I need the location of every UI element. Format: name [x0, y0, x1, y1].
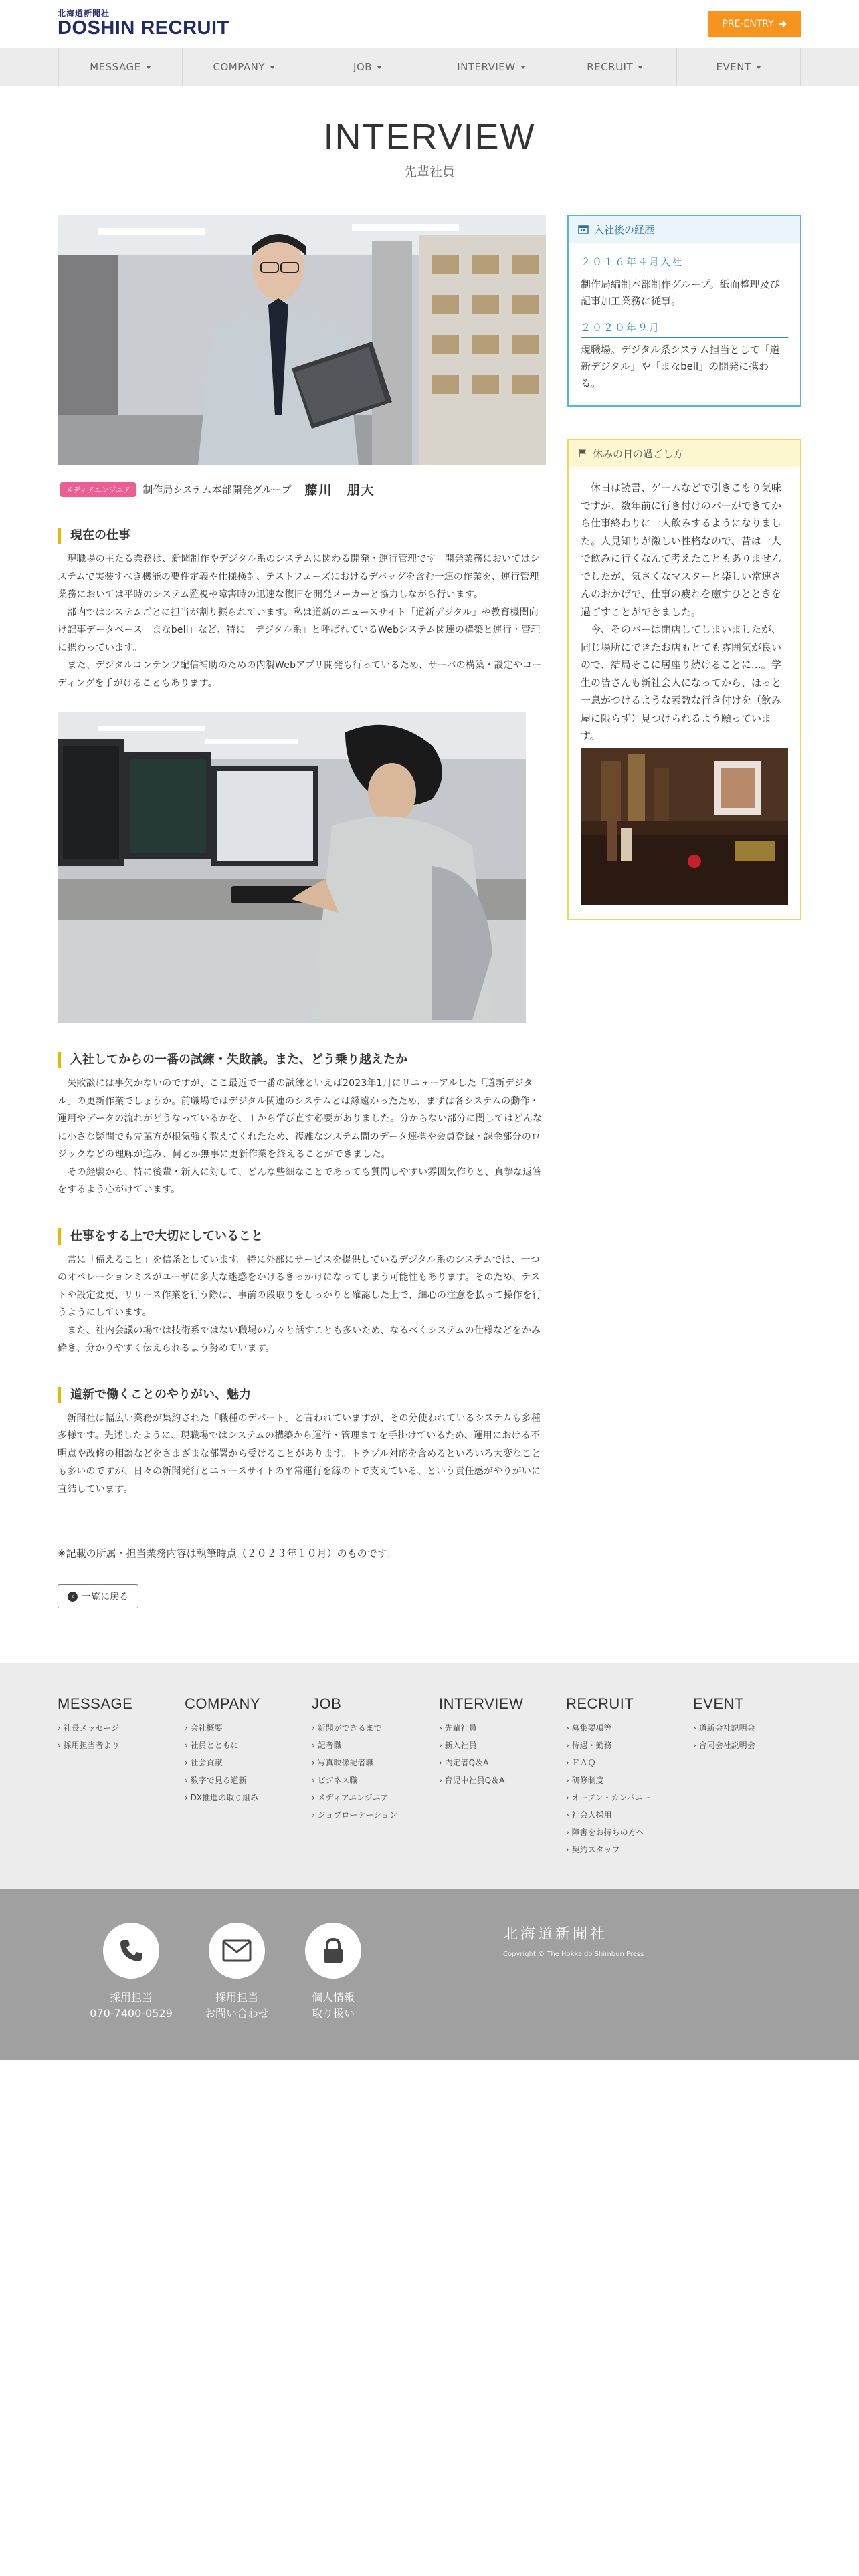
site-header: [0, 0, 859, 86]
footer-link[interactable]: › 数字で見る道新: [185, 1772, 260, 1789]
site-logo[interactable]: [58, 9, 229, 38]
career-box-body: [569, 243, 800, 405]
footer-col-interview: [439, 1695, 523, 1789]
section-body: 現職場の主たる業務は、新聞制作やデジタル系のシステムに関わる開発・運行管理です。開発業務においてはシステムで実装すべき機能の要件定義や仕様検討、テストフェーズにおけるデバッグを含む一連の作業を、運行管理業務においては平時のシステム監視や障害時の迅速な復旧を開発メーカーと協力しながら行います。 部内ではシステムごとに担当が割り振られています。私は道新のニュースサイト「道新デジタル」や教育機関向け記事データベース「まなbell」など、特に「デジタル系」と呼ばれているWebシステム関連の構築と運行・管理に携わっています。 また、デジタルコンテンツ配信補助のための内製Webアプリ開発も行っているため、サーバの構築・設定やコーディングを手がけることもあります。: [58, 554, 542, 689]
caret-down-icon: [520, 66, 526, 69]
caret-down-icon: [638, 66, 643, 69]
career-heading: 入社後の経歴: [594, 223, 655, 236]
footer-contact: [0, 1889, 859, 2060]
disclaimer-note: ※記載の所属・担当業務内容は執筆時点（２０２３年１０月）のものです。: [58, 1547, 397, 1560]
section-body: 常に「備えること」を信条としています。特に外部にサービスを提供しているデジタル系のシステムでは、一つのオペレーションミスがユーザに多大な迷惑をかけるきっかけになってしまう可能性もあります。そのため、テストや設定変更、リリース作業を行う際は、事前の段取りをしっかりと確認した上で、細心の注意を払って操作を行うようにしています。 また、社内会議の場では技術系ではない職場の方々と話すことも多いため、なるべくシステムの仕様などをかみ砕き、分かりやすく伝えられるよう努めています。: [58, 1254, 542, 1354]
back-to-list-button[interactable]: [58, 1584, 138, 1608]
footer-link[interactable]: › 採用担当者より: [58, 1737, 132, 1754]
caret-down-icon: [377, 66, 382, 69]
nav-item-job[interactable]: [306, 48, 430, 86]
holiday-box: [567, 439, 801, 920]
holiday-heading: 休みの日の過ごし方: [593, 447, 684, 460]
copyright: Copyright © The Hokkaido Shimbun Press: [503, 1951, 644, 1958]
nav-item-message[interactable]: [58, 48, 182, 86]
caret-down-icon: [756, 66, 761, 69]
contact-line2: 070-7400-0529: [90, 2007, 173, 2020]
page-subtitle: 先輩社員: [403, 165, 455, 179]
privacy-label: [286, 1990, 380, 2022]
content-wrap: [0, 180, 859, 1663]
footer-link[interactable]: › 契約スタッフ: [566, 1841, 651, 1858]
footer-col-title: MESSAGE: [58, 1695, 133, 1712]
nav-label: EVENT: [716, 61, 751, 73]
job-tag: メディアエンジニア: [60, 482, 136, 497]
page-title: INTERVIEW: [323, 117, 536, 157]
section-body: 失敗談には事欠かないのですが、ここ最近で一番の試練といえば2023年1月にリニューアルした「道新デジタル」の更新作業でしょうか。前職場ではデジタル関連のシステムとは縁遠かったため、まずは各システムの動作・運用やデータの流れがどうなっているかを、１から学び直す必要がありました。分からない部分に関してはどんなに小さな疑問でも先輩方が根気強く教えてくれたため、複雑なシステム間のデータ連携や会員登録・課金部分のロジックなどの理解が進み、何とか無事に更新作業を終えることができました。 その経験から、特に後輩・新人に対して、どんな些細なことであっても質問しやすい雰囲気作りと、真摯な返答をするよう心がけています。: [58, 1078, 543, 1195]
footer-col-recruit: [566, 1695, 651, 1858]
footer-link[interactable]: › 社会人採用: [566, 1806, 651, 1824]
footer-link[interactable]: › 新聞ができるまで: [312, 1719, 397, 1737]
top-bar: [0, 0, 859, 48]
caret-down-icon: [146, 66, 151, 69]
footer-link[interactable]: › 合同会社説明会: [693, 1737, 755, 1754]
person-info: [60, 480, 546, 498]
sidebar: [567, 215, 801, 920]
footer-link[interactable]: › DX推進の取り組み: [185, 1789, 260, 1806]
nav-label: INTERVIEW: [457, 61, 516, 73]
section-current-work: [58, 528, 546, 692]
footer-link[interactable]: › 会社概要: [185, 1719, 260, 1737]
footer-sitemap: [0, 1663, 859, 1889]
global-nav: [0, 48, 859, 86]
footer-link[interactable]: › ビジネス職: [312, 1772, 397, 1789]
page-heading: [0, 116, 859, 180]
holiday-box-body: [569, 467, 800, 919]
section-heading: 仕事をする上で大切にしていること: [58, 1228, 546, 1245]
footer-link[interactable]: › 障害をお持ちの方へ: [566, 1824, 651, 1841]
pre-entry-button[interactable]: [708, 11, 801, 37]
logo-sub: 北海道新聞社: [58, 9, 110, 18]
nav-item-event[interactable]: [676, 48, 801, 86]
page-subtitle-row: [0, 162, 859, 180]
footer-col-message: [58, 1695, 132, 1754]
footer-link[interactable]: › 育児中社員Q＆A: [439, 1772, 523, 1789]
nav-item-interview[interactable]: [429, 48, 553, 86]
footer-link[interactable]: › ＦＡＱ: [566, 1754, 651, 1772]
calendar-icon: [578, 225, 589, 234]
footer-col-title: EVENT: [693, 1695, 744, 1712]
chevron-left-circle-icon: ‹: [68, 1592, 78, 1602]
nav-label: RECRUIT: [587, 61, 634, 73]
caret-down-icon: [270, 66, 275, 69]
nav-label: JOB: [353, 61, 373, 73]
nav-label: COMPANY: [213, 61, 265, 73]
footer-link[interactable]: › 内定者Q＆A: [439, 1754, 523, 1772]
career-date: ２０２０年９月: [581, 320, 788, 338]
section-body: 新聞社は幅広い業務が集約された「職種のデパート」と言われていますが、その分使われているシステムも多種多様です。先述したように、現職場ではシステムの構築から運行・管理までを手掛けているため、運用における不明点や改修の相談などをさまざまな部署から受けることがあります。トラブル対応を含めるといろいろ大変なことも多いのですが、日々の新聞発行とニュースサイトの平常運行を縁の下で支えている、という責任感がやりがいに直結しています。: [58, 1412, 541, 1495]
footer-link[interactable]: › 道新会社説明会: [693, 1719, 755, 1737]
nav-item-recruit[interactable]: [553, 48, 676, 86]
footer-col-title: JOB: [312, 1695, 342, 1712]
footer-col-title: RECRUIT: [566, 1695, 634, 1712]
career-box-header: [569, 216, 800, 243]
career-box: [567, 215, 801, 407]
contact-line1: 個人情報: [311, 1991, 355, 2004]
footer-link[interactable]: › メディアエンジニア: [312, 1789, 397, 1806]
bar-photo: [581, 748, 788, 905]
career-text: 制作局編制本部制作グループ。紙面整理及び記事加工業務に従事。: [581, 278, 780, 307]
section-appeal: [58, 1387, 546, 1499]
profile-photo: [58, 215, 546, 465]
footer-col-event: [693, 1695, 755, 1754]
footer-col-company: [185, 1695, 260, 1806]
lock-icon: [322, 1937, 345, 1964]
contact-line2: お問い合わせ: [204, 2007, 269, 2020]
privacy-button[interactable]: [305, 1923, 361, 1979]
section-heading: 現在の仕事: [58, 528, 546, 544]
career-text: 現職場。デジタル系システム担当として「道新デジタル」や「まなbell」の開発に携わる。: [581, 344, 780, 389]
footer-link[interactable]: › ジョブローテーション: [312, 1806, 397, 1824]
phone-contact-button[interactable]: [103, 1923, 159, 1979]
flag-icon: [578, 449, 587, 458]
career-date: ２０１６年４月入社: [581, 255, 788, 272]
mail-contact-button[interactable]: [209, 1923, 265, 1979]
footer-link[interactable]: › 写真映像記者職: [312, 1754, 397, 1772]
person-name: 藤川 朋大: [304, 483, 375, 498]
mail-contact-label: [190, 1990, 284, 2022]
holiday-box-header: [569, 440, 800, 467]
nav-label: MESSAGE: [90, 61, 141, 73]
footer-link[interactable]: › 待遇・勤務: [566, 1737, 651, 1754]
contact-line1: 採用担当: [109, 1991, 153, 2004]
nav-item-company[interactable]: [182, 48, 306, 86]
site-footer: [0, 1663, 859, 2060]
work-photo: [58, 712, 546, 1023]
footer-link[interactable]: › オープン・カンパニー: [566, 1789, 651, 1806]
footer-link[interactable]: › 社会貢献: [185, 1754, 260, 1772]
contact-line1: 採用担当: [215, 1991, 258, 2004]
logo-main: DOSHIN RECRUIT: [58, 17, 229, 39]
pre-entry-label: PRE-ENTRY: [722, 19, 774, 29]
footer-col-title: COMPANY: [185, 1695, 261, 1712]
contact-line2: 取り扱い: [311, 2007, 355, 2020]
holiday-text: 休日は読書、ゲームなどで引きこもり気味ですが、数年前に行き付けのバーができてから仕事終わりに一人飲みするようになりました。人見知りが激しい性格なので、昔は一人で飲みに行くなんて考えたこともありませんでしたが、気さくなマスターと楽しい常連さんのおかげで、仕事の疲れを癒すひとときを過ごすことができました。 今、そのバーは閉店してしまいましたが、同じ場所にできたお店もとても雰囲気が良いので、結局そこに居座り続けることに…。学生の皆さんも新社会人になってから、ほっと一息がつけるような素敵な行き付けを（飲み屋に限らず）見つけられるよう願っています。: [581, 481, 782, 742]
section-heading: 道新で働くことのやりがい、魅力: [58, 1387, 546, 1403]
footer-link[interactable]: › 研修制度: [566, 1772, 651, 1789]
department: 制作局システム本部開発グループ: [142, 484, 292, 496]
phone-contact-label: [84, 1990, 178, 2022]
footer-col-title: INTERVIEW: [439, 1695, 524, 1712]
back-label: 一覧に戻る: [82, 1592, 128, 1602]
footer-col-job: [312, 1695, 397, 1824]
footer-link[interactable]: › 先輩社員: [439, 1719, 523, 1737]
section-heading: 入社してからの一番の試練・失敗談。また、どう乗り越えたか: [58, 1052, 546, 1068]
footer-link[interactable]: › 社長メッセージ: [58, 1719, 132, 1737]
footer-logo: 北海道新聞社: [503, 1926, 608, 1943]
footer-link[interactable]: › 新入社員: [439, 1737, 523, 1754]
footer-link[interactable]: › 記者職: [312, 1737, 397, 1754]
footer-link[interactable]: › 社員とともに: [185, 1737, 260, 1754]
phone-icon: [118, 1937, 145, 1964]
section-values: [58, 1228, 546, 1358]
main-column: [58, 215, 546, 1608]
footer-link[interactable]: › 募集要項等: [566, 1719, 651, 1737]
arrow-right-icon: [778, 19, 787, 29]
section-challenge: [58, 1052, 546, 1199]
mail-icon: [222, 1939, 252, 1962]
